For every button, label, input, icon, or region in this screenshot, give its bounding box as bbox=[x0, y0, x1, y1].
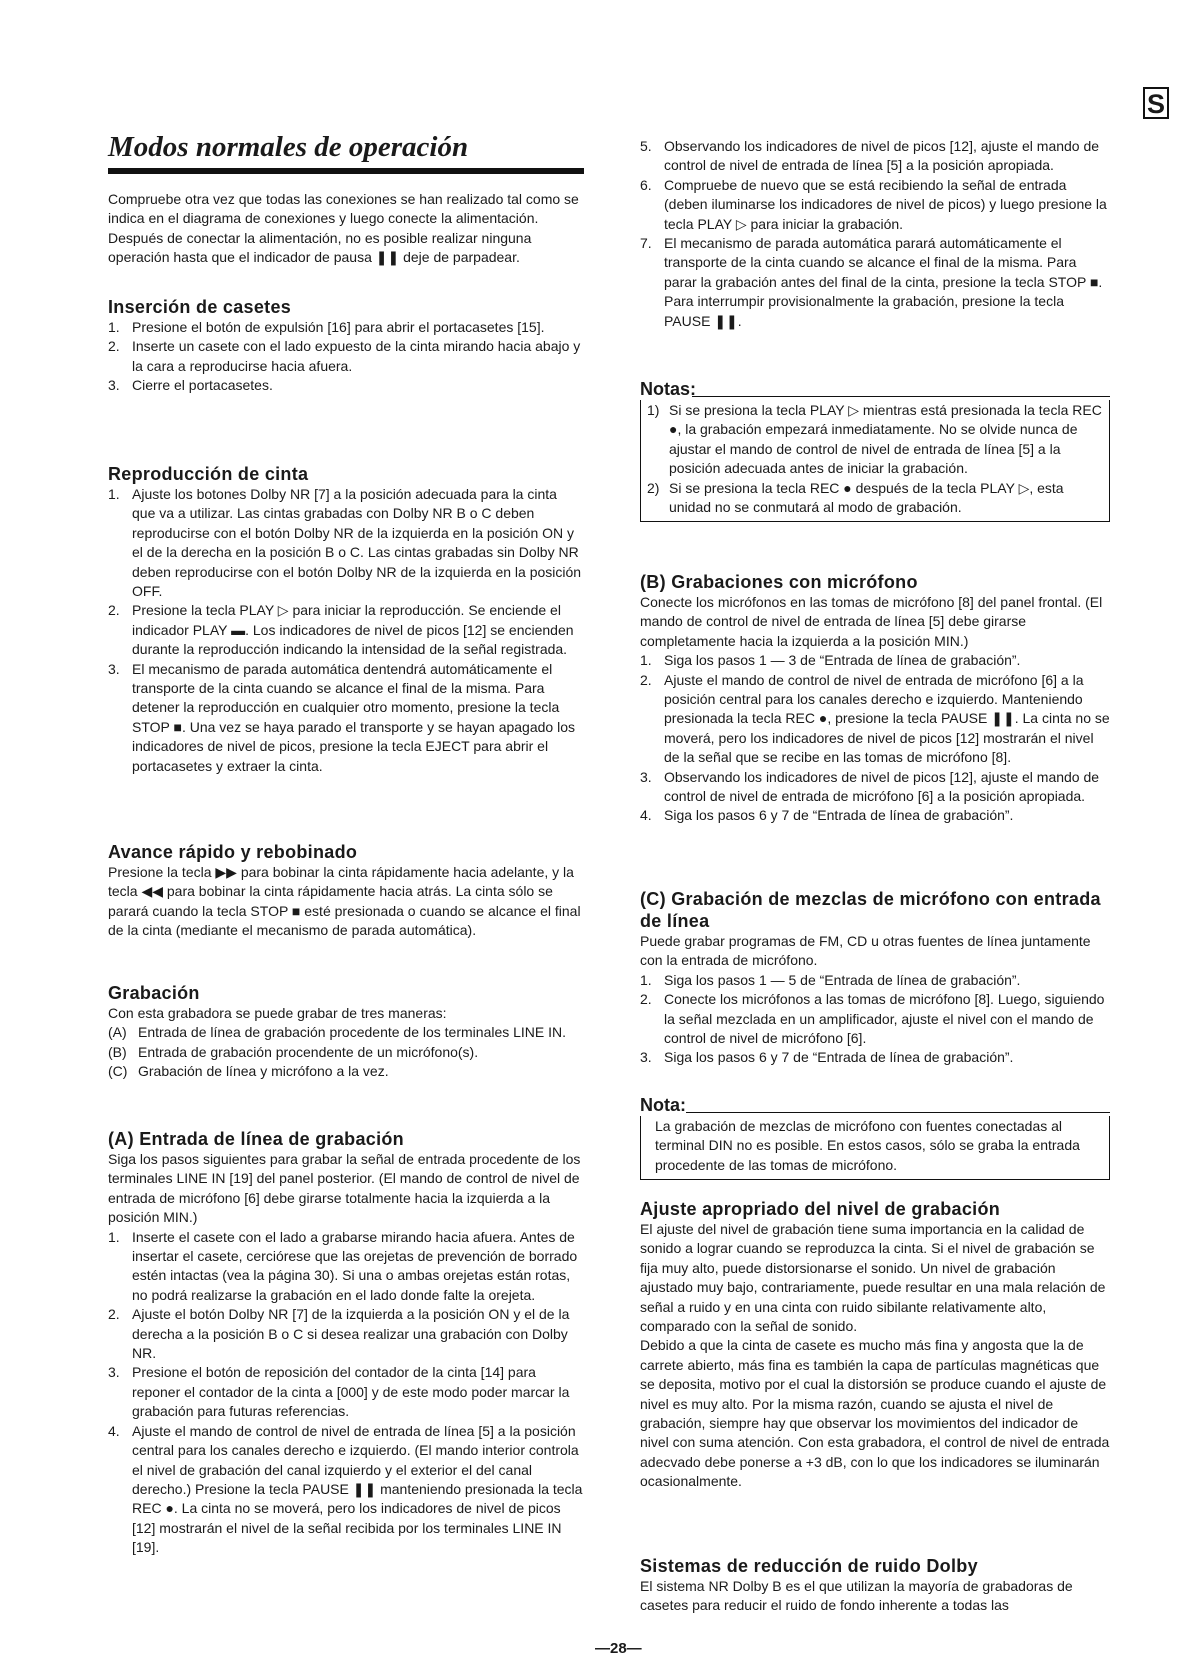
nota-paragraph: La grabación de mezclas de micrófono con fuentes conectadas al terminal DIN no es posible. En estos casos, sólo se graba la entrada procedente de las tomas de micrófono. bbox=[655, 1118, 1080, 1173]
grabacion-heading: Grabación bbox=[108, 983, 200, 1003]
microfono-heading: (B) Grabaciones con micrófono bbox=[640, 572, 918, 592]
list-item: 2. Ajuste el botón Dolby NR [7] de la izquierda a la posición ON y el de la derecha a la posición B o C si desea realizar una grabación con Dolby NR. bbox=[108, 1306, 570, 1362]
title-rule bbox=[108, 168, 584, 174]
grabacion-intro: Con esta grabadora se puede grabar de tres maneras: bbox=[108, 1005, 447, 1021]
list-item: 1. Siga los pasos 1 — 5 de “Entrada de línea de grabación”. bbox=[640, 971, 1021, 988]
dolby-heading: Sistemas de reducción de ruido Dolby bbox=[640, 1556, 978, 1576]
reproduccion-steps bbox=[108, 485, 584, 776]
reproduccion-heading: Reproducción de cinta bbox=[108, 464, 309, 484]
entrada-linea-steps bbox=[108, 1228, 584, 1558]
nota-section bbox=[640, 1094, 1110, 1180]
list-item: 3. Siga los pasos 6 y 7 de “Entrada de línea de grabación”. bbox=[640, 1049, 1014, 1066]
mezclas-section bbox=[640, 888, 1110, 1068]
ajuste-heading: Ajuste apropriado del nivel de grabación bbox=[640, 1199, 1001, 1219]
list-item: 6. Compruebe de nuevo que se está recibiendo la señal de entrada (deben iluminarse los indicadores de nivel de picos) y luego presione la tecla PLAY ▷ para iniciar la grabación. bbox=[640, 176, 1107, 232]
insercion-steps bbox=[108, 318, 584, 396]
list-item: 2. Inserte un casete con el lado expuesto de la cinta mirando hacia abajo y la cara a reproducirse hacia afuera. bbox=[108, 338, 581, 374]
intro-section bbox=[108, 190, 584, 268]
list-item: 1. Presione el botón de expulsión [16] para abrir el portacasetes [15]. bbox=[108, 319, 545, 335]
notas-box bbox=[640, 400, 1110, 522]
microfono-section bbox=[640, 571, 1110, 826]
ajuste-paragraph-1: El ajuste del nivel de grabación tiene suma importancia en la calidad de sonido a lograr cuando se reproduzca la cinta. Si el nivel de grabación se fija muy alto, puede distorsionarse el sonido. Un nivel de grabación ajustado muy bajo, contrariamente, puede resultar en una mala relación de señal a ruido y en una cinta con ruido sibilante relativamente alto, comparado con la señal de sonido. bbox=[640, 1221, 1106, 1335]
list-item: 1. Siga los pasos 1 — 3 de “Entrada de línea de grabación”. bbox=[640, 652, 1021, 669]
reproduccion-section bbox=[108, 463, 584, 776]
microfono-intro: Conecte los micrófonos en las tomas de micrófono [8] del panel frontal. (El mando de control de nivel de entrada de línea [5] debe girarse completamente hacia la izquierda a la posición MIN.) bbox=[640, 594, 1103, 649]
entrada-linea-intro: Siga los pasos siguientes para grabar la señal de entrada procedente de los terminales LINE IN [19] del panel posterior. (El mando de control de nivel de entrada de micrófono [6] debe girarse totalmente hacia la izquierda a la posición MIN.) bbox=[108, 1151, 581, 1226]
grabacion-section bbox=[108, 982, 584, 1082]
page-number: —28— bbox=[595, 1640, 642, 1657]
intro-paragraph: Compruebe otra vez que todas las conexiones se han realizado tal como se indica en el diagrama de conexiones y luego conecte la alimentación. Después de conectar la alimentación, no es posible realizar ninguna operación hasta que el indicador de pausa ❚❚ deje de parpadear. bbox=[108, 191, 579, 266]
continued-steps bbox=[640, 137, 1110, 331]
entrada-linea-section bbox=[108, 1128, 584, 1558]
list-item: 4. Siga los pasos 6 y 7 de “Entrada de línea de grabación”. bbox=[640, 807, 1014, 824]
list-item: (B) Entrada de grabación procendente de un micrófono(s). bbox=[108, 1043, 479, 1060]
ajuste-section bbox=[640, 1198, 1110, 1492]
list-item: 1. Ajuste los botones Dolby NR [7] a la posición adecuada para la cinta que va a utilizar. Las cintas grabadas con Dolby NR B o C deben reproducirse con el botón Dolby NR de la izquierda en la posición ON y el de la derecha en la posición B o C. Las cintas grabadas sin Dolby NR deben reproducirse con el botón Dolby NR de la izquierda en la posición OFF. bbox=[108, 486, 582, 600]
entrada-linea-heading: (A) Entrada de línea de grabación bbox=[108, 1129, 404, 1149]
list-item: 3. Presione el botón de reposición del contador de la cinta [14] para reponer el contador de la cinta a [000] y de este modo poder marcar la grabación para futuras referencias. bbox=[108, 1364, 570, 1420]
page-title: Modos normales de operación bbox=[108, 131, 469, 163]
mezclas-heading: (C) Grabación de mezclas de micrófono con entrada de línea bbox=[640, 889, 1101, 931]
list-item: 5. Observando los indicadores de nivel de picos [12], ajuste el mando de control de nivel de entrada de línea [5] a la posición apropiada. bbox=[640, 138, 1100, 174]
list-item: 2. Ajuste el mando de control de nivel de entrada de micrófono [6] a la posición central para los canales derecho e izquierdo. Manteniendo presionada la tecla REC ●, presione la tecla PAUSE ❚❚. La cinta no se moverá, pero los indicadores de nivel de picos [12] mostrarán el nivel de la señal que se recibe en las tomas de micrófono [8]. bbox=[640, 671, 1110, 766]
grabacion-modes bbox=[108, 1023, 584, 1081]
list-item: 2. Presione la tecla PLAY ▷ para iniciar la reproducción. Se enciende el indicador PLAY ▬. Los indicadores de nivel de picos [12] se encienden durante la reproducción indicando la intensidad de la señal registrada. bbox=[108, 602, 574, 658]
mezclas-intro: Puede grabar programas de FM, CD u otras fuentes de línea juntamente con la entrada de micrófono. bbox=[640, 933, 1091, 969]
avance-paragraph: Presione la tecla ▶▶ para bobinar la cinta rápidamente hacia adelante, y la tecla ◀◀ para bobinar la cinta rápidamente hacia atrás. La cinta sólo se parará cuando la tecla STOP ■ esté presionada o cuando se alcance el final de la cinta (mediante el mecanismo de parada automática). bbox=[108, 864, 581, 939]
dolby-paragraph: El sistema NR Dolby B es el que utilizan la mayoría de grabadoras de casetes para reducir el ruido de fondo inherente a todas las bbox=[640, 1578, 1073, 1614]
microfono-steps bbox=[640, 651, 1110, 826]
list-item: 2. Conecte los micrófonos a las tomas de micrófono [8]. Luego, siguiendo la señal mezclada en un amplificador, ajuste el nivel con el mando de control de nivel de micrófono [6]. bbox=[640, 991, 1105, 1047]
list-item: (C) Grabación de línea y micrófono a la vez. bbox=[108, 1063, 389, 1080]
list-item: 3. El mecanismo de parada automática dentendrá automáticamente el transporte de la cinta cuando se alcance el final de la misma. Para detener la reproducción en cualquier otro momento, presione la tecla STOP ■. Una vez se haya parado el transporte y se hayan apagado los indicadores de nivel de picos, presione la tecla EJECT para abrir el portacasetes y extraer la cinta. bbox=[108, 660, 575, 774]
notas-heading: Notas: bbox=[640, 378, 1110, 400]
ajuste-paragraph-2: Debido a que la cinta de casete es mucho más fina y angosta que la de carrete abierto, más fina es también la capa de partículas magnéticas que se deposita, motivo por el cual la distorsión se produce cuando el ajuste de nivel es muy alto. Por la misma razón, cuando se ajusta el nivel de grabación, siempre hay que observar los movimientos del indicador de nivel con suma atención. Con esta grabadora, el control de nivel de entrada adecvado debe ponerse a +3 dB, con lo que los indicadores se iluminarán ocasionalmente. bbox=[640, 1337, 1110, 1490]
list-item: 1) Si se presiona la tecla PLAY ▷ mientras está presionada la tecla REC ●, la grabación empezará inmediatamente. No se olvide nunca de ajustar el mando de control de nivel de entrada de línea [5] a la posición adecuada antes de iniciar la grabación. bbox=[647, 402, 1102, 477]
list-item: 7. El mecanismo de parada automática parará automáticamente el transporte de la cinta cuando se alcance el final de la misma. Para parar la grabación antes del final de la cinta, presione la tecla STOP ■. Para interrumpir provisionalmente la grabación, presione la tecla PAUSE ❚❚. bbox=[640, 235, 1103, 329]
list-item: (A) Entrada de línea de grabación procedente de los terminales LINE IN. bbox=[108, 1024, 567, 1041]
list-item: 3. Cierre el portacasetes. bbox=[108, 377, 273, 394]
insercion-section bbox=[108, 296, 584, 396]
avance-heading: Avance rápido y rebobinado bbox=[108, 842, 358, 862]
language-badge: S bbox=[1143, 87, 1169, 119]
notas-list bbox=[647, 401, 1103, 517]
avance-section bbox=[108, 841, 584, 941]
list-item: 2) Si se presiona la tecla REC ● después de la tecla PLAY ▷, esta unidad no se conmutará al modo de grabación. bbox=[647, 479, 1064, 516]
list-item: 4. Ajuste el mando de control de nivel de entrada de línea [5] a la posición central para los canales derecho e izquierdo. (El mando interior controla el nivel de grabación del canal izquierdo y el exterior el del canal derecho.) Presione la tecla PAUSE ❚❚ manteniendo presionada la tecla REC ●. La cinta no se moverá, pero los indicadores de nivel de picos [12] mostrarán el nivel de la señal recibida por los terminales LINE IN [19]. bbox=[108, 1422, 583, 1556]
notas-section bbox=[640, 378, 1110, 522]
nota-heading: Nota: bbox=[640, 1094, 1110, 1116]
list-item: 1. Inserte el casete con el lado a grabarse mirando hacia afuera. Antes de insertar el casete, cerciórese que las orejetas de prevención de borrado estén intactas (vea la página 30). Si una o ambas orejetas están rotas, no podrá realizarse la grabación en el lado donde falte la orejeta. bbox=[108, 1228, 578, 1303]
continued-steps-section bbox=[640, 137, 1110, 331]
list-item: 3. Observando los indicadores de nivel de picos [12], ajuste el mando de control de nivel de entrada de micrófono [6] a la posición apropiada. bbox=[640, 768, 1100, 805]
mezclas-steps bbox=[640, 971, 1110, 1068]
nota-box bbox=[640, 1116, 1110, 1180]
dolby-section bbox=[640, 1555, 1110, 1616]
insercion-heading: Inserción de casetes bbox=[108, 297, 292, 317]
